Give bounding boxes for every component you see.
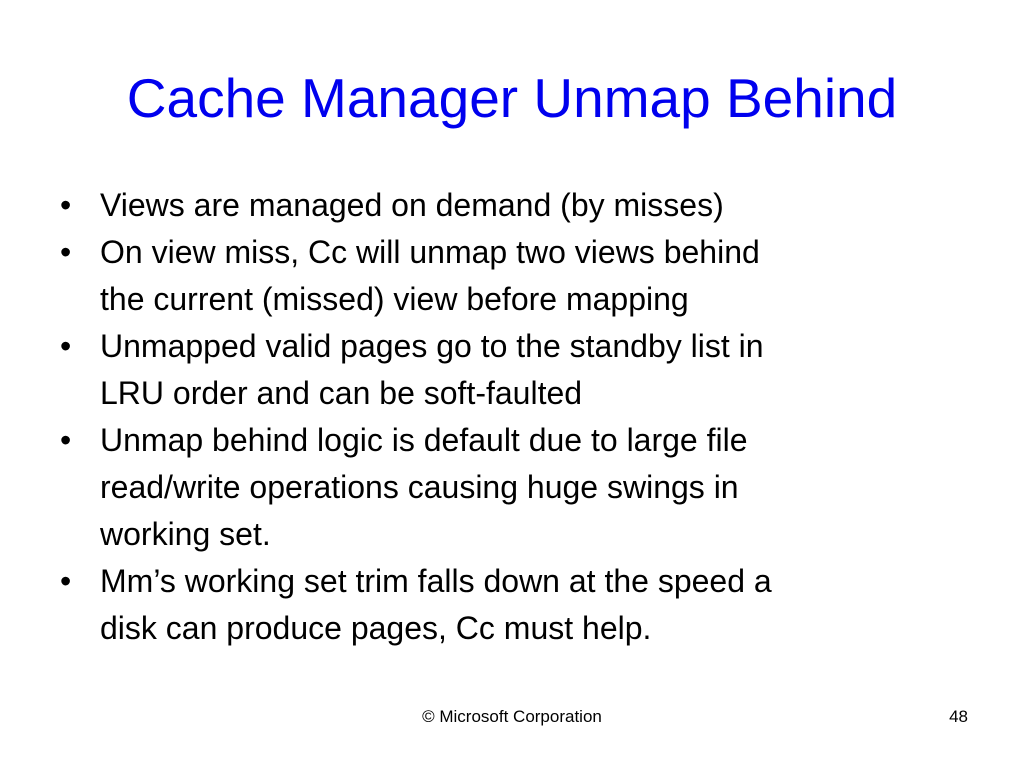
bullet-dot-icon: •: [60, 328, 72, 364]
bullet-text-line: disk can produce pages, Cc must help.: [100, 610, 652, 646]
bullet-item: [54, 182, 954, 229]
slide-title: Cache Manager Unmap Behind: [126, 67, 898, 129]
bullet-text-line: read/write operations causing huge swings in: [100, 469, 739, 505]
footer-copyright: © Microsoft Corporation: [422, 707, 602, 726]
bullet-item: [54, 417, 954, 558]
page-number: 48: [949, 707, 968, 726]
bullet-dot-icon: •: [60, 187, 72, 223]
bullet-dot-icon: •: [60, 563, 72, 599]
bullet-text-line: Mm’s working set trim falls down at the speed a: [100, 563, 772, 599]
bullet-text-line: working set.: [100, 516, 271, 552]
bullet-text-line: LRU order and can be soft-faulted: [100, 375, 583, 411]
bullet-dot-icon: •: [60, 234, 72, 270]
bullet-text-line: Unmapped valid pages go to the standby list in: [100, 328, 764, 364]
bullet-list: [54, 182, 954, 652]
bullet-text-line: Unmap behind logic is default due to large file: [100, 422, 748, 458]
bullet-text-line: the current (missed) view before mapping: [100, 281, 689, 317]
bullet-item: [54, 323, 954, 417]
bullet-item: [54, 229, 954, 323]
bullet-dot-icon: •: [60, 422, 72, 458]
bullet-item: [54, 558, 954, 652]
bullet-text-line: Views are managed on demand (by misses): [100, 187, 724, 223]
bullet-text-line: On view miss, Cc will unmap two views behind: [100, 234, 760, 270]
